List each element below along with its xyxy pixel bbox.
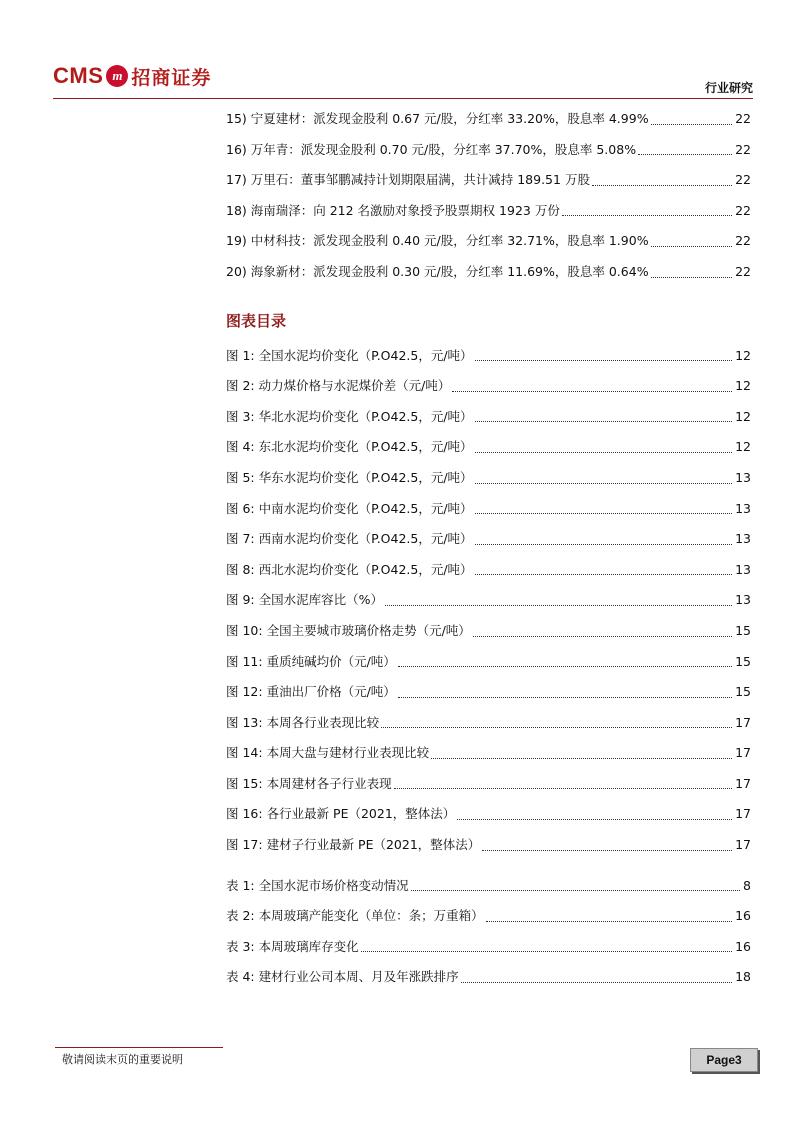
figure-entry-page: 13 bbox=[735, 469, 751, 485]
page-header bbox=[53, 60, 753, 100]
dot-leader bbox=[461, 981, 732, 983]
toc-entry-page: 22 bbox=[735, 111, 751, 126]
table-entry-page: 8 bbox=[743, 877, 751, 893]
table-entry[interactable] bbox=[226, 871, 751, 902]
dot-leader bbox=[475, 420, 733, 422]
toc-list bbox=[226, 104, 751, 288]
dot-leader bbox=[475, 512, 733, 514]
figure-entry-page: 13 bbox=[735, 531, 751, 547]
figure-entry[interactable] bbox=[226, 555, 751, 586]
figure-entry[interactable] bbox=[226, 738, 751, 769]
figure-entry-page: 12 bbox=[735, 439, 751, 455]
figure-entry-page: 12 bbox=[735, 378, 751, 394]
toc-entry-page: 22 bbox=[735, 263, 751, 279]
figure-entry-page: 17 bbox=[735, 745, 751, 761]
logo-cn-text: 招商证券 bbox=[131, 66, 212, 89]
dot-leader bbox=[651, 276, 733, 278]
figure-entry-title: 图 17: 建材子行业最新 PE（2021，整体法） bbox=[226, 837, 481, 853]
figure-entry[interactable] bbox=[226, 524, 751, 555]
figure-entry[interactable] bbox=[226, 585, 751, 616]
footer-disclaimer: 敬请阅读末页的重要说明 bbox=[62, 1053, 183, 1066]
dot-leader bbox=[486, 920, 732, 922]
toc-entry-page: 22 bbox=[735, 172, 751, 188]
dot-leader bbox=[475, 359, 733, 361]
figure-entry-page: 17 bbox=[735, 806, 751, 822]
figure-entry[interactable] bbox=[226, 494, 751, 525]
toc-entry[interactable] bbox=[226, 135, 751, 166]
dot-leader bbox=[452, 390, 732, 392]
figure-entry[interactable] bbox=[226, 647, 751, 678]
toc-entry-title: 17) 万里石：董事邹鹏减持计划期限届满，共计减持 189.51 万股 bbox=[226, 172, 590, 188]
toc-entry-title: 16) 万年青：派发现金股利 0.70 元/股，分红率 37.70%，股息率 5.08% bbox=[226, 141, 637, 157]
figure-entry-title: 图 6: 中南水泥均价变化（P.O42.5，元/吨） bbox=[226, 500, 473, 516]
page-number-badge: Page3 bbox=[690, 1048, 758, 1072]
table-entry-title: 表 4: 建材行业公司本周、月及年涨跌排序 bbox=[226, 969, 459, 985]
report-category: 行业研究 bbox=[704, 81, 753, 95]
figure-entry-page: 17 bbox=[735, 837, 751, 853]
figure-entry[interactable] bbox=[226, 677, 751, 708]
company-logo bbox=[53, 60, 211, 92]
figure-entry[interactable] bbox=[226, 432, 751, 463]
toc-entry-title: 20) 海象新材：派发现金股利 0.30 元/股，分红率 11.69%，股息率 0.64% bbox=[226, 263, 649, 279]
dot-leader bbox=[651, 245, 733, 247]
figure-entry-page: 15 bbox=[735, 653, 751, 669]
figure-entry-title: 图 12: 重油出厂价格（元/吨） bbox=[226, 684, 396, 700]
toc-entry[interactable] bbox=[226, 226, 751, 257]
figure-entry-title: 图 11: 重质纯碱均价（元/吨） bbox=[226, 653, 396, 669]
dot-leader bbox=[398, 696, 732, 698]
figure-entry-page: 13 bbox=[735, 561, 751, 577]
toc-entry[interactable] bbox=[226, 257, 751, 288]
figure-entry-page: 13 bbox=[735, 592, 751, 608]
figure-entry-title: 图 1: 全国水泥均价变化（P.O42.5，元/吨） bbox=[226, 347, 473, 363]
toc-entry-page: 22 bbox=[735, 233, 751, 249]
table-list bbox=[226, 871, 751, 993]
dot-leader bbox=[361, 950, 732, 952]
header-divider bbox=[53, 98, 753, 99]
table-entry[interactable] bbox=[226, 962, 751, 993]
dot-leader bbox=[651, 123, 733, 125]
figure-entry-page: 12 bbox=[735, 408, 751, 424]
dot-leader bbox=[475, 482, 733, 484]
figure-entry-title: 图 15: 本周建材各子行业表现 bbox=[226, 775, 392, 791]
logo-cms-text: CMS bbox=[53, 63, 104, 88]
figure-entry-title: 图 5: 华东水泥均价变化（P.O42.5，元/吨） bbox=[226, 469, 473, 485]
table-entry-title: 表 2: 本周玻璃产能变化（单位：条；万重箱） bbox=[226, 908, 484, 924]
toc-entry[interactable] bbox=[226, 104, 751, 135]
table-entry-title: 表 3: 本周玻璃库存变化 bbox=[226, 938, 359, 954]
figure-list bbox=[226, 341, 751, 861]
figure-entry[interactable] bbox=[226, 463, 751, 494]
dot-leader bbox=[385, 604, 732, 606]
figure-entry-title: 图 2: 动力煤价格与水泥煤价差（元/吨） bbox=[226, 378, 451, 394]
dot-leader bbox=[482, 849, 732, 851]
dot-leader bbox=[398, 665, 732, 667]
dot-leader bbox=[592, 184, 732, 186]
figure-entry-title: 图 14: 本周大盘与建材行业表现比较 bbox=[226, 745, 430, 761]
table-entry-page: 16 bbox=[735, 938, 751, 954]
toc-entry[interactable] bbox=[226, 165, 751, 196]
dot-leader bbox=[638, 153, 732, 155]
figure-entry-title: 图 4: 东北水泥均价变化（P.O42.5，元/吨） bbox=[226, 439, 473, 455]
figure-entry-page: 17 bbox=[735, 775, 751, 791]
figure-entry-title: 图 13: 本周各行业表现比较 bbox=[226, 714, 380, 730]
table-entry-title: 表 1: 全国水泥市场价格变动情况 bbox=[226, 877, 409, 893]
figure-entry[interactable] bbox=[226, 341, 751, 372]
figure-entry[interactable] bbox=[226, 799, 751, 830]
dot-leader bbox=[475, 451, 733, 453]
dot-leader bbox=[394, 787, 733, 789]
toc-entry-title: 18) 海南瑞泽：向 212 名激励对象授予股票期权 1923 万份 bbox=[226, 202, 560, 218]
dot-leader bbox=[562, 214, 732, 216]
figure-entry[interactable] bbox=[226, 830, 751, 861]
figure-entry-page: 17 bbox=[735, 714, 751, 730]
figure-entry-title: 图 7: 西南水泥均价变化（P.O42.5，元/吨） bbox=[226, 531, 473, 547]
figure-entry[interactable] bbox=[226, 769, 751, 800]
figure-entry-page: 12 bbox=[735, 347, 751, 363]
toc-entry-page: 22 bbox=[735, 202, 751, 218]
table-entry-page: 16 bbox=[735, 908, 751, 924]
dot-leader bbox=[381, 726, 732, 728]
toc-entry-page: 22 bbox=[735, 141, 751, 157]
figure-entry[interactable] bbox=[226, 616, 751, 647]
table-entry[interactable] bbox=[226, 901, 751, 932]
dot-leader bbox=[475, 573, 733, 575]
dot-leader bbox=[411, 889, 740, 891]
figure-entry-title: 图 16: 各行业最新 PE（2021，整体法） bbox=[226, 806, 456, 822]
table-of-contents bbox=[226, 104, 751, 993]
dot-leader bbox=[457, 818, 732, 820]
dot-leader bbox=[431, 757, 732, 759]
toc-entry-title: 15) 宁夏建材：派发现金股利 0.67 元/股，分红率 33.20%，股息率 4.99% bbox=[226, 111, 649, 126]
figure-entry-title: 图 8: 西北水泥均价变化（P.O42.5，元/吨） bbox=[226, 561, 473, 577]
figure-section-title: 图表目录 bbox=[226, 311, 287, 330]
toc-entry[interactable] bbox=[226, 196, 751, 227]
figure-entry-title: 图 10: 全国主要城市玻璃价格走势（元/吨） bbox=[226, 622, 471, 638]
figure-entry[interactable] bbox=[226, 371, 751, 402]
figure-entry[interactable] bbox=[226, 708, 751, 739]
table-entry[interactable] bbox=[226, 932, 751, 963]
figure-entry[interactable] bbox=[226, 402, 751, 433]
logo-emblem-icon: m bbox=[106, 65, 128, 87]
figure-entry-page: 13 bbox=[735, 500, 751, 516]
figure-entry-page: 15 bbox=[735, 684, 751, 700]
dot-leader bbox=[473, 635, 732, 637]
toc-entry-title: 19) 中材科技：派发现金股利 0.40 元/股，分红率 32.71%，股息率 1.90% bbox=[226, 233, 649, 249]
figure-entry-page: 15 bbox=[735, 622, 751, 638]
footer-divider bbox=[55, 1047, 223, 1048]
dot-leader bbox=[475, 543, 733, 545]
figure-entry-title: 图 9: 全国水泥库容比（%） bbox=[226, 592, 383, 608]
figure-entry-title: 图 3: 华北水泥均价变化（P.O42.5，元/吨） bbox=[226, 408, 473, 424]
table-entry-page: 18 bbox=[735, 969, 751, 985]
